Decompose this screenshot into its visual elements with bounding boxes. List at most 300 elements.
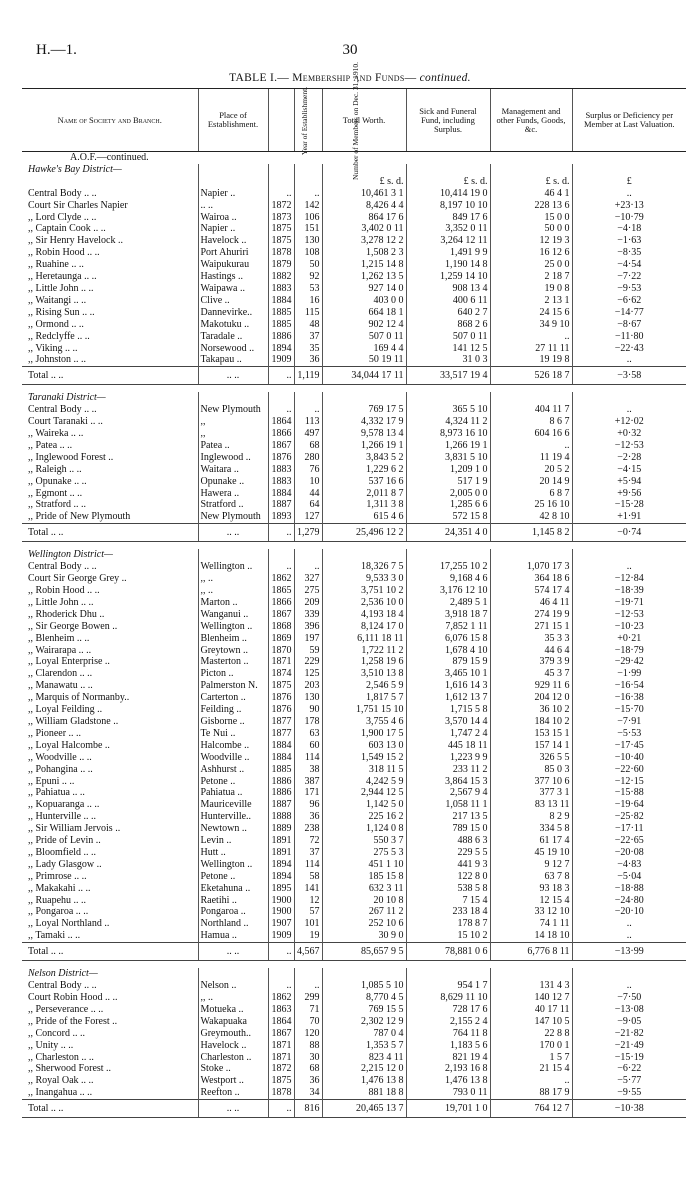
branch-name-cell: ,, Little John .. .. xyxy=(28,282,94,294)
sick-funeral-fund-cell: 849 17 6 xyxy=(406,212,490,224)
sick-funeral-fund-cell: 821 19 4 xyxy=(406,1052,490,1064)
surplus-cell: −17·45 xyxy=(572,740,686,752)
col-place: Place of Establishment. xyxy=(198,89,268,152)
year-cell: 1875 xyxy=(268,680,294,692)
sick-funeral-fund-cell: 1,616 14 3 xyxy=(406,680,490,692)
empty-cell xyxy=(294,164,322,176)
members-cell: 238 xyxy=(294,823,322,835)
district-heading-row xyxy=(22,968,686,980)
surplus-cell: −13·99 xyxy=(572,943,686,961)
surplus-cell: +12·02 xyxy=(572,416,686,428)
total-worth-cell: 864 17 6 xyxy=(322,212,406,224)
col-surplus: Surplus or Deficiency per Member at Last Valuation. xyxy=(572,89,686,152)
surplus-cell: £ xyxy=(572,176,686,188)
management-fund-cell: 2 18 7 xyxy=(490,271,572,283)
place-cell: Petone .. xyxy=(198,871,268,883)
year-cell: 1907 xyxy=(268,918,294,930)
management-fund-cell: 45 19 10 xyxy=(490,847,572,859)
sick-funeral-fund-cell: 8,197 10 10 xyxy=(406,200,490,212)
members-cell: 88 xyxy=(294,1040,322,1052)
sick-funeral-fund-cell: 793 0 11 xyxy=(406,1087,490,1099)
place-cell: Hutt .. xyxy=(198,847,268,859)
table-row xyxy=(22,464,686,476)
surplus-cell: −21·82 xyxy=(572,1028,686,1040)
sick-funeral-fund-cell: 488 6 3 xyxy=(406,835,490,847)
table-row xyxy=(22,668,686,680)
sick-funeral-fund-cell: 441 9 3 xyxy=(406,859,490,871)
surplus-cell: −9·05 xyxy=(572,1016,686,1028)
sick-funeral-fund-cell: 24,351 4 0 xyxy=(406,524,490,542)
year-cell: 1864 xyxy=(268,416,294,428)
place-cell: Hastings .. xyxy=(198,271,268,283)
management-fund-cell: 24 15 6 xyxy=(490,307,572,319)
year-cell: 1893 xyxy=(268,511,294,523)
branch-name-cell: ,, Lady Glasgow .. xyxy=(28,858,102,870)
branch-name-cell: ,, Loyal Feilding .. xyxy=(28,704,103,716)
members-cell: 36 xyxy=(294,354,322,366)
year-cell: 1874 xyxy=(268,668,294,680)
year-cell: 1877 xyxy=(268,716,294,728)
total-worth-cell: 18,326 7 5 xyxy=(322,561,406,573)
year-cell: 1876 xyxy=(268,704,294,716)
place-cell: Wellington .. xyxy=(198,621,268,633)
sick-funeral-fund-cell: 122 8 0 xyxy=(406,871,490,883)
table-row xyxy=(22,1075,686,1087)
total-worth-cell: 8,426 4 4 xyxy=(322,200,406,212)
surplus-cell: −1·63 xyxy=(572,235,686,247)
surplus-cell: +0·21 xyxy=(572,633,686,645)
place-cell: Pongaroa .. xyxy=(198,906,268,918)
total-worth-cell: 1,215 14 8 xyxy=(322,259,406,271)
management-fund-cell: 6 8 7 xyxy=(490,488,572,500)
page-number: 30 xyxy=(342,42,358,58)
year-cell: 1871 xyxy=(268,1052,294,1064)
year-cell: 1883 xyxy=(268,464,294,476)
members-cell: 229 xyxy=(294,656,322,668)
members-cell: 19 xyxy=(294,930,322,942)
place-cell: Te Nui .. xyxy=(198,728,268,740)
management-fund-cell: 12 19 3 xyxy=(490,235,572,247)
surplus-cell: −12·53 xyxy=(572,609,686,621)
sick-funeral-fund-cell: 1,259 14 10 xyxy=(406,271,490,283)
table-row xyxy=(22,918,686,930)
table-row xyxy=(22,452,686,464)
table-row xyxy=(22,188,686,200)
total-worth-cell: 537 16 6 xyxy=(322,476,406,488)
col-society-name: Name of Society and Branch. xyxy=(22,89,198,152)
members-cell: .. xyxy=(294,404,322,416)
branch-name-cell: Court Taranaki .. .. xyxy=(28,416,103,428)
branch-name-cell: ,, Kopuaranga .. .. xyxy=(28,799,100,811)
year-cell: 1872 xyxy=(268,200,294,212)
total-worth-cell: 1,258 19 6 xyxy=(322,656,406,668)
year-cell: 1888 xyxy=(268,811,294,823)
year-cell: 1895 xyxy=(268,883,294,895)
table-row xyxy=(22,847,686,859)
empty-cell xyxy=(490,549,572,561)
surplus-cell: .. xyxy=(572,404,686,416)
table-row xyxy=(22,597,686,609)
total-worth-cell: 50 19 11 xyxy=(322,354,406,366)
total-worth-cell: 3,843 5 2 xyxy=(322,452,406,464)
table-row xyxy=(22,992,686,1004)
branch-name-cell: ,, Viking .. .. xyxy=(28,342,78,354)
year-cell: 1869 xyxy=(268,633,294,645)
surplus-cell: −14·77 xyxy=(572,307,686,319)
year-cell xyxy=(268,176,294,188)
sick-funeral-fund-cell: 3,831 5 10 xyxy=(406,452,490,464)
branch-name-cell: ,, Hunterville .. .. xyxy=(28,811,97,823)
year-cell: 1864 xyxy=(268,1016,294,1028)
branch-name-cell: ,, Sir George Bowen .. xyxy=(28,620,118,632)
place-cell: Takapau .. xyxy=(198,354,268,366)
table-title-subject: Membership and Funds— xyxy=(292,72,417,84)
empty-cell xyxy=(572,968,686,980)
surplus-cell: −18·39 xyxy=(572,585,686,597)
management-fund-cell: 45 3 7 xyxy=(490,668,572,680)
branch-name-cell: ,, Waireka .. .. xyxy=(28,428,84,440)
total-worth-cell: 275 5 3 xyxy=(322,847,406,859)
management-fund-cell: 6,776 8 11 xyxy=(490,943,572,961)
surplus-cell: .. xyxy=(572,918,686,930)
sick-funeral-fund-cell: 954 1 7 xyxy=(406,980,490,992)
surplus-cell: +0·32 xyxy=(572,428,686,440)
sick-funeral-fund-cell: 4,324 11 2 xyxy=(406,416,490,428)
sick-funeral-fund-cell: 1,747 2 4 xyxy=(406,728,490,740)
total-worth-cell: 3,751 10 2 xyxy=(322,585,406,597)
place-cell: Wellington .. xyxy=(198,859,268,871)
year-cell: 1866 xyxy=(268,428,294,440)
spacer-row xyxy=(22,961,686,969)
sick-funeral-fund-cell: 2,155 2 4 xyxy=(406,1016,490,1028)
place-cell: Port Ahuriri xyxy=(198,247,268,259)
place-cell: .. .. xyxy=(198,1100,268,1118)
empty-cell xyxy=(268,164,294,176)
members-cell: 130 xyxy=(294,692,322,704)
members-cell: 151 xyxy=(294,223,322,235)
year-cell: 1862 xyxy=(268,573,294,585)
management-fund-cell: 274 19 9 xyxy=(490,609,572,621)
year-cell: 1877 xyxy=(268,728,294,740)
members-cell: .. xyxy=(294,980,322,992)
table-row xyxy=(22,823,686,835)
place-cell: Newtown .. xyxy=(198,823,268,835)
table-row xyxy=(22,704,686,716)
branch-name-cell: ,, Ruapehu .. .. xyxy=(28,894,87,906)
branch-name-cell: ,, Inglewood Forest .. xyxy=(28,451,114,463)
total-worth-cell: 4,332 17 9 xyxy=(322,416,406,428)
year-cell: 1876 xyxy=(268,692,294,704)
branch-name-cell: ,, Pohangina .. .. xyxy=(28,763,93,775)
year-cell: 1873 xyxy=(268,212,294,224)
surplus-cell: −22·65 xyxy=(572,835,686,847)
place-cell: Blenheim .. xyxy=(198,633,268,645)
place-cell: Palmerston N. xyxy=(198,680,268,692)
total-worth-cell: 2,944 12 5 xyxy=(322,787,406,799)
table-row xyxy=(22,799,686,811)
sick-funeral-fund-cell: 1,612 13 7 xyxy=(406,692,490,704)
branch-name-cell: ,, Ruahine .. .. xyxy=(28,259,84,271)
management-fund-cell: 27 11 11 xyxy=(490,343,572,355)
management-fund-cell: 33 12 10 xyxy=(490,906,572,918)
surplus-cell: +9·56 xyxy=(572,488,686,500)
surplus-cell: −1·99 xyxy=(572,668,686,680)
members-cell: 37 xyxy=(294,847,322,859)
district-heading-row xyxy=(22,549,686,561)
management-fund-cell: 25 0 0 xyxy=(490,259,572,271)
surplus-cell: −12·53 xyxy=(572,440,686,452)
sick-funeral-fund-cell: 1,190 14 8 xyxy=(406,259,490,271)
management-fund-cell: .. xyxy=(490,1075,572,1087)
total-worth-cell: 615 4 6 xyxy=(322,511,406,523)
place-cell: .. .. xyxy=(198,367,268,385)
surplus-cell: −15·70 xyxy=(572,704,686,716)
table-row xyxy=(22,728,686,740)
sick-funeral-fund-cell: 3,176 12 10 xyxy=(406,585,490,597)
members-cell: 57 xyxy=(294,906,322,918)
year-cell: .. xyxy=(268,1100,294,1118)
surplus-cell: −7·22 xyxy=(572,271,686,283)
total-worth-cell: 267 11 2 xyxy=(322,906,406,918)
sick-funeral-fund-cell: 517 1 9 xyxy=(406,476,490,488)
surplus-cell: −15·28 xyxy=(572,499,686,511)
table-header-row xyxy=(22,89,686,152)
table-row xyxy=(22,1040,686,1052)
table-row xyxy=(22,488,686,500)
table-row xyxy=(22,811,686,823)
year-cell: 1870 xyxy=(268,645,294,657)
management-fund-cell: 21 15 4 xyxy=(490,1063,572,1075)
year-cell: .. xyxy=(268,367,294,385)
management-fund-cell: 764 12 7 xyxy=(490,1100,572,1118)
branch-name-cell: ,, Pride of the Forest .. xyxy=(28,1015,118,1027)
table-row xyxy=(22,223,686,235)
management-fund-cell: 63 7 8 xyxy=(490,871,572,883)
branch-name-cell: ,, William Gladstone .. xyxy=(28,715,119,727)
year-cell: 1875 xyxy=(268,235,294,247)
members-cell: 53 xyxy=(294,283,322,295)
table-row xyxy=(22,656,686,668)
surplus-cell: −2·28 xyxy=(572,452,686,464)
empty-cell xyxy=(322,549,406,561)
col-management: Management and other Funds, Goods, &c. xyxy=(490,89,572,152)
surplus-cell: −0·74 xyxy=(572,524,686,542)
surplus-cell: −7·50 xyxy=(572,992,686,1004)
district-name: Taranaki District— xyxy=(28,392,106,404)
members-cell: .. xyxy=(294,188,322,200)
table-row xyxy=(22,1052,686,1064)
total-worth-cell: 20 10 8 xyxy=(322,895,406,907)
members-cell: 130 xyxy=(294,235,322,247)
spacer-cell xyxy=(22,961,686,969)
year-cell: 1872 xyxy=(268,1063,294,1075)
surplus-cell: −24·80 xyxy=(572,895,686,907)
sick-funeral-fund-cell: 8,973 16 10 xyxy=(406,428,490,440)
members-cell: 36 xyxy=(294,811,322,823)
sick-funeral-fund-cell: 3,918 18 7 xyxy=(406,609,490,621)
members-cell: 127 xyxy=(294,511,322,523)
branch-name-cell: ,, Pahiatua .. .. xyxy=(28,787,85,799)
sick-funeral-fund-cell: 3,864 15 3 xyxy=(406,776,490,788)
total-worth-cell: 30 9 0 xyxy=(322,930,406,942)
total-worth-cell: 2,011 8 7 xyxy=(322,488,406,500)
empty-cell xyxy=(294,392,322,404)
year-cell: 1862 xyxy=(268,992,294,1004)
year-cell: 1875 xyxy=(268,1075,294,1087)
management-fund-cell: 228 13 6 xyxy=(490,200,572,212)
members-cell: 68 xyxy=(294,440,322,452)
year-cell: 1889 xyxy=(268,823,294,835)
year-cell: 1887 xyxy=(268,799,294,811)
year-cell: 1900 xyxy=(268,906,294,918)
sick-funeral-fund-cell: 1,476 13 8 xyxy=(406,1075,490,1087)
branch-name-cell: ,, Captain Cook .. .. xyxy=(28,223,106,235)
branch-name-cell: ,, Little John .. .. xyxy=(28,596,94,608)
place-cell: Waitara .. xyxy=(198,464,268,476)
sick-funeral-fund-cell: 6,076 15 8 xyxy=(406,633,490,645)
sick-funeral-fund-cell: 15 10 2 xyxy=(406,930,490,942)
total-worth-cell: 85,657 9 5 xyxy=(322,943,406,961)
members-cell: .. xyxy=(294,561,322,573)
table-title-continued: continued. xyxy=(419,72,471,84)
total-worth-cell: 1,817 5 7 xyxy=(322,692,406,704)
sick-funeral-fund-cell: 1,715 5 8 xyxy=(406,704,490,716)
members-cell: 280 xyxy=(294,452,322,464)
place-cell: New Plymouth xyxy=(198,511,268,523)
table-row xyxy=(22,1004,686,1016)
sick-funeral-fund-cell: 879 15 9 xyxy=(406,656,490,668)
col-total-worth: Total Worth. xyxy=(322,89,406,152)
members-cell: 59 xyxy=(294,645,322,657)
year-cell: 1883 xyxy=(268,283,294,295)
total-worth-cell: 927 14 0 xyxy=(322,283,406,295)
place-cell: Waipukurau xyxy=(198,259,268,271)
members-cell: 275 xyxy=(294,585,322,597)
branch-name-cell: ,, Unity .. .. xyxy=(28,1039,74,1051)
management-fund-cell: 19 19 8 xyxy=(490,354,572,366)
members-cell: 1,119 xyxy=(294,367,322,385)
sick-funeral-fund-cell: 1,223 9 9 xyxy=(406,752,490,764)
members-cell: 12 xyxy=(294,895,322,907)
surplus-cell: −11·80 xyxy=(572,331,686,343)
table-row xyxy=(22,633,686,645)
table-row xyxy=(22,331,686,343)
year-cell: 1884 xyxy=(268,295,294,307)
management-fund-cell: 15 0 0 xyxy=(490,212,572,224)
sick-funeral-fund-cell: 908 13 4 xyxy=(406,283,490,295)
empty-cell xyxy=(294,968,322,980)
place-cell: Nelson .. xyxy=(198,980,268,992)
table-row xyxy=(22,787,686,799)
management-fund-cell: 184 10 2 xyxy=(490,716,572,728)
members-cell: 10 xyxy=(294,476,322,488)
branch-name-cell: ,, Tamaki .. .. xyxy=(28,930,81,942)
branch-name-cell: ,, Patea .. .. xyxy=(28,439,73,451)
total-worth-cell: 169 4 4 xyxy=(322,343,406,355)
year-cell: 1882 xyxy=(268,271,294,283)
branch-name-cell: ,, Pongaroa .. .. xyxy=(28,906,89,918)
district-heading-row xyxy=(22,392,686,404)
management-fund-cell: .. xyxy=(490,440,572,452)
management-fund-cell: 204 12 0 xyxy=(490,692,572,704)
branch-name-cell: Central Body .. .. xyxy=(28,404,97,416)
total-worth-cell: 769 17 5 xyxy=(322,404,406,416)
surplus-cell: −6·62 xyxy=(572,295,686,307)
branch-name-cell: ,, Heretaunga .. .. xyxy=(28,271,97,283)
management-fund-cell: 44 6 4 xyxy=(490,645,572,657)
branch-name-cell: ,, Wairarapa .. .. xyxy=(28,644,92,656)
year-cell: 1885 xyxy=(268,307,294,319)
table-row xyxy=(22,776,686,788)
empty-cell xyxy=(490,392,572,404)
sick-funeral-fund-cell: 1,209 1 0 xyxy=(406,464,490,476)
members-cell: 36 xyxy=(294,1075,322,1087)
branch-name-cell: ,, Pride of New Plymouth xyxy=(28,511,131,523)
place-cell: Mauriceville xyxy=(198,799,268,811)
members-cell: 203 xyxy=(294,680,322,692)
empty-cell xyxy=(322,968,406,980)
surplus-cell: −10·79 xyxy=(572,212,686,224)
members-cell: 816 xyxy=(294,1100,322,1118)
place-cell: Patea .. xyxy=(198,440,268,452)
year-cell: 1863 xyxy=(268,1004,294,1016)
branch-name-cell: ,, Marquis of Normanby.. xyxy=(28,692,130,704)
management-fund-cell: 326 5 5 xyxy=(490,752,572,764)
branch-name-cell: Total .. .. xyxy=(22,524,198,542)
sick-funeral-fund-cell: 3,570 14 4 xyxy=(406,716,490,728)
place-cell: Petone .. xyxy=(198,776,268,788)
table-row xyxy=(22,930,686,942)
table-row xyxy=(22,428,686,440)
members-cell: 92 xyxy=(294,271,322,283)
branch-name-cell: ,, Loyal Northland .. xyxy=(28,918,110,930)
total-worth-cell: 8,124 17 0 xyxy=(322,621,406,633)
sick-funeral-fund-cell: 538 5 8 xyxy=(406,883,490,895)
branch-name-cell: Central Body .. .. xyxy=(28,187,97,199)
year-cell: 1865 xyxy=(268,585,294,597)
empty-cell xyxy=(198,392,268,404)
total-worth-cell: 451 1 10 xyxy=(322,859,406,871)
members-cell: 101 xyxy=(294,918,322,930)
empty-cell xyxy=(406,549,490,561)
management-fund-cell: 35 3 3 xyxy=(490,633,572,645)
branch-name-cell: ,, Robin Hood .. .. xyxy=(28,585,100,596)
members-cell: 44 xyxy=(294,488,322,500)
year-cell: 1900 xyxy=(268,895,294,907)
table-row xyxy=(22,716,686,728)
management-fund-cell: 147 10 5 xyxy=(490,1016,572,1028)
members-cell xyxy=(294,176,322,188)
table-row xyxy=(22,1063,686,1075)
total-worth-cell: 1,229 6 2 xyxy=(322,464,406,476)
sick-funeral-fund-cell: 764 11 8 xyxy=(406,1028,490,1040)
total-worth-cell: 769 15 5 xyxy=(322,1004,406,1016)
total-worth-cell: 1,722 11 2 xyxy=(322,645,406,657)
surplus-cell: −29·42 xyxy=(572,656,686,668)
management-fund-cell: 20 5 2 xyxy=(490,464,572,476)
surplus-cell: +1·91 xyxy=(572,511,686,523)
place-cell: Inglewood .. xyxy=(198,452,268,464)
table-row xyxy=(22,895,686,907)
col-members: Number of Members on Dec. 31, 1910. xyxy=(294,89,322,152)
total-worth-cell: 25,496 12 2 xyxy=(322,524,406,542)
total-worth-cell: 318 11 5 xyxy=(322,764,406,776)
sick-funeral-fund-cell: 17,255 10 2 xyxy=(406,561,490,573)
table-row xyxy=(22,319,686,331)
empty-cell xyxy=(268,392,294,404)
total-worth-cell: 3,510 13 8 xyxy=(322,668,406,680)
surplus-cell: −16·54 xyxy=(572,680,686,692)
